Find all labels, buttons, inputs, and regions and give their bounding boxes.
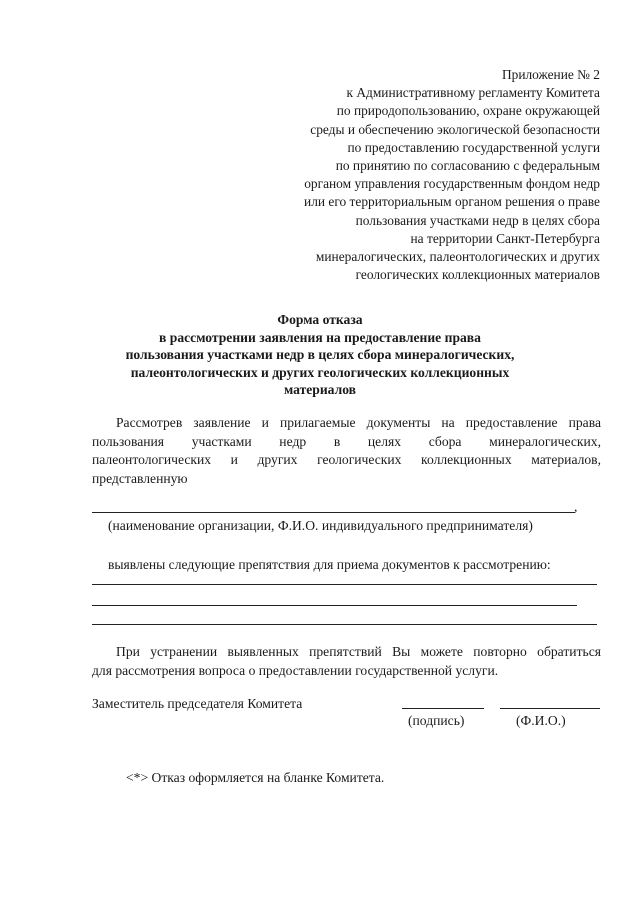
- signature-line[interactable]: [402, 708, 484, 709]
- title-line: материалов: [283, 382, 357, 397]
- footnote: <*> Отказ оформляется на бланке Комитета.: [126, 770, 385, 785]
- obstacles-line-1[interactable]: [92, 584, 597, 585]
- form-title: [110, 311, 530, 399]
- obstacles-label: выявлены следующие препятствия для приема документов к рассмотрению:: [108, 557, 551, 572]
- signature-label: (подпись): [408, 713, 465, 728]
- applicant-name-caption: (наименование организации, Ф.И.О. индивидуального предпринимателя): [108, 518, 533, 533]
- paragraph-line: пользования участками недр в целях сбора минералогических,: [92, 433, 601, 449]
- appendix-line: пользования участками недр в целях сбора: [355, 212, 600, 228]
- appendix-line: по предоставлению государственной услуги: [347, 139, 600, 155]
- paragraph-line: При устранении выявленных препятствий Вы можете повторно обратиться: [116, 644, 601, 659]
- appendix-line: минералогических, палеонтологических и других: [315, 249, 600, 265]
- paragraph-line: Рассмотрев заявление и прилагаемые документы на предоставление права: [116, 415, 601, 430]
- appendix-line: по природопользованию, охране окружающей: [336, 103, 600, 119]
- paragraph-review: [92, 414, 601, 488]
- title-line: в рассмотрении заявления на предоставление права: [159, 329, 481, 345]
- applicant-name-line[interactable]: [92, 512, 575, 513]
- obstacles-line-3[interactable]: [92, 624, 597, 625]
- signer-title: Заместитель председателя Комитета: [92, 696, 303, 711]
- appendix-line: на территории Санкт-Петербурга: [410, 230, 600, 246]
- fio-line[interactable]: [500, 708, 600, 709]
- obstacles-line-2[interactable]: [92, 605, 577, 606]
- paragraph-line: палеонтологических и других геологических коллекционных материалов,: [92, 452, 601, 467]
- appendix-line: геологических коллекционных материалов: [355, 267, 600, 283]
- paragraph-line: представленную: [92, 470, 188, 486]
- title-line: Форма отказа: [277, 312, 363, 327]
- appendix-line: Приложение № 2: [501, 67, 600, 82]
- applicant-name-comma: ,: [574, 499, 578, 514]
- title-line: палеонтологических и других геологических коллекционных: [130, 364, 510, 380]
- appendix-line: органом управления государственным фондом недр: [304, 176, 600, 192]
- fio-label: (Ф.И.О.): [516, 713, 566, 728]
- title-line: пользования участками недр в целях сбора минералогических,: [125, 347, 515, 362]
- paragraph-line: для рассмотрения вопроса о предоставлении государственной услуги.: [92, 662, 499, 678]
- appendix-header: [230, 66, 600, 284]
- appendix-line: или его территориальным органом решения о праве: [304, 194, 600, 210]
- appendix-line: к Административному регламенту Комитета: [346, 85, 600, 101]
- appendix-line: по принятию по согласованию с федеральным: [335, 158, 600, 174]
- appendix-line: среды и обеспечению экологической безопасности: [310, 121, 600, 137]
- paragraph-resubmit: [92, 643, 601, 680]
